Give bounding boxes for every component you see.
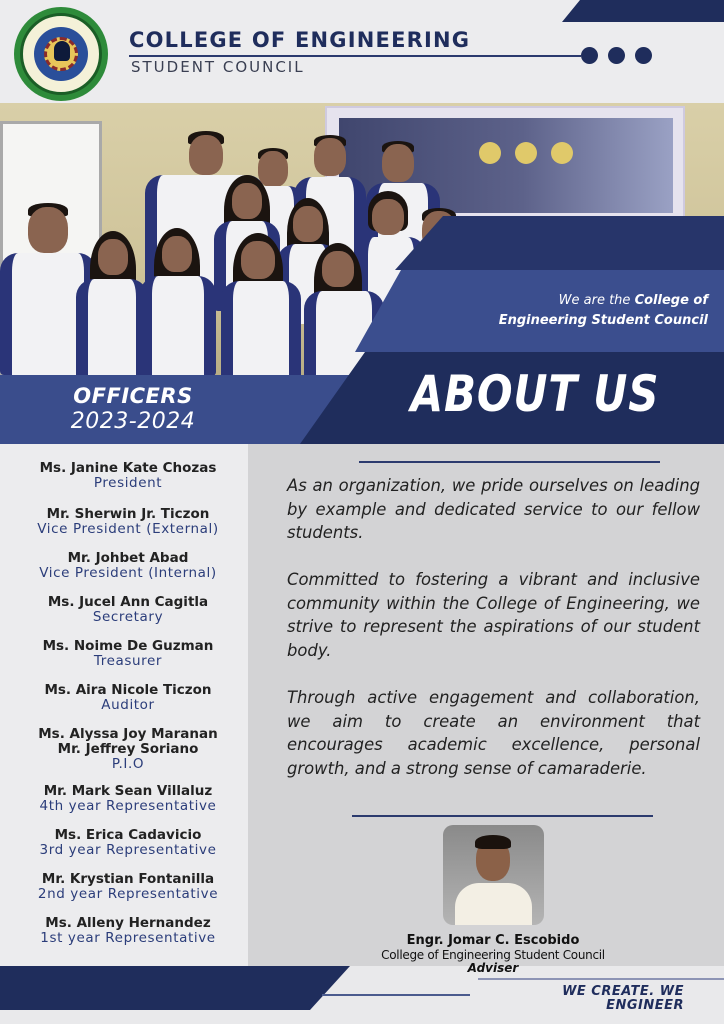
about-divider-top: [359, 461, 660, 463]
about-title: ABOUT US: [410, 365, 660, 423]
officer-role: 3rd year Representative: [39, 842, 217, 858]
officer-role: Secretary: [92, 609, 164, 625]
officer-entry: [0, 595, 256, 625]
officer-name: Ms. Noime De Guzman: [42, 638, 214, 654]
officer-entry: [0, 784, 256, 814]
officer-name: Mr. Jeffrey Soriano: [57, 741, 199, 757]
officer-name: Ms. Janine Kate Chozas: [39, 460, 217, 476]
officer-name: Ms. Erica Cadavicio: [54, 827, 202, 843]
about-paragraph: As an organization, we pride ourselves on leading by example and dedicated service to our fellow students.: [287, 476, 700, 542]
officer-entry: [0, 507, 256, 537]
officer-name: Mr. Krystian Fontanilla: [41, 871, 215, 887]
officer-name: Ms. Aira Nicole Ticzon: [44, 682, 212, 698]
adviser-photo: [443, 825, 544, 925]
officer-name: Mr. Sherwin Jr. Ticzon: [46, 506, 210, 522]
corner-decoration: [562, 0, 724, 22]
officer-name: Ms. Alyssa Joy Maranan: [38, 726, 218, 742]
officer-role: Treasurer: [93, 653, 163, 669]
officer-entry: [0, 683, 256, 713]
footer-slogan: WE CREATE. WE ENGINEER: [562, 984, 684, 1013]
header-subtitle: STUDENT COUNCIL: [131, 58, 305, 76]
college-seal-icon: [14, 7, 108, 101]
adviser-organization: College of Engineering Student Council: [381, 948, 605, 962]
about-paragraph: Through active engagement and collaboration, we aim to create an environment that encourages academic excellence, personal growth, and a strong sense of camaraderie.: [287, 688, 700, 778]
officer-role: 4th year Representative: [39, 798, 217, 814]
officer-role: Vice President (Internal): [39, 565, 217, 581]
officers-title: OFFICERS: [73, 384, 193, 408]
officer-entry: [0, 727, 256, 772]
officer-entry: [0, 461, 256, 491]
header: [0, 0, 724, 103]
header-title: COLLEGE OF ENGINEERING: [129, 28, 471, 52]
footer-divider: [322, 994, 470, 996]
about-divider-bottom: [352, 815, 653, 817]
officer-role: 2nd year Representative: [37, 886, 219, 902]
officer-entry: [0, 551, 256, 581]
officer-entry: [0, 872, 256, 902]
footer-divider: [478, 978, 724, 980]
officer-entry: [0, 828, 256, 858]
officer-role: P.I.O: [111, 756, 145, 772]
officer-name: Ms. Alleny Hernandez: [45, 915, 211, 931]
adviser-name: Engr. Jomar C. Escobido: [406, 933, 580, 948]
footer-bar: [0, 966, 350, 1010]
officers-year: 2023-2024: [70, 409, 196, 434]
officer-role: President: [93, 475, 163, 491]
officer-name: Mr. Mark Sean Villaluz: [43, 783, 213, 799]
officer-entry: [0, 916, 256, 946]
decorative-band: [395, 216, 724, 270]
adviser-role: Adviser: [467, 961, 519, 975]
officer-role: Vice President (External): [37, 521, 219, 537]
officer-entry: [0, 639, 256, 669]
officer-name: Ms. Jucel Ann Cagitla: [47, 594, 209, 610]
header-divider: [129, 55, 581, 57]
intro-text: We are the College of Engineering Student Council: [498, 293, 708, 328]
officer-role: Auditor: [101, 697, 155, 713]
about-paragraph: Committed to fostering a vibrant and inclusive community within the College of Engineering, we strive to represent the aspirations of our student body.: [287, 570, 700, 660]
officer-role: 1st year Representative: [40, 930, 216, 946]
decorative-dots: [581, 47, 653, 65]
officer-name: Mr. Johbet Abad: [67, 550, 189, 566]
